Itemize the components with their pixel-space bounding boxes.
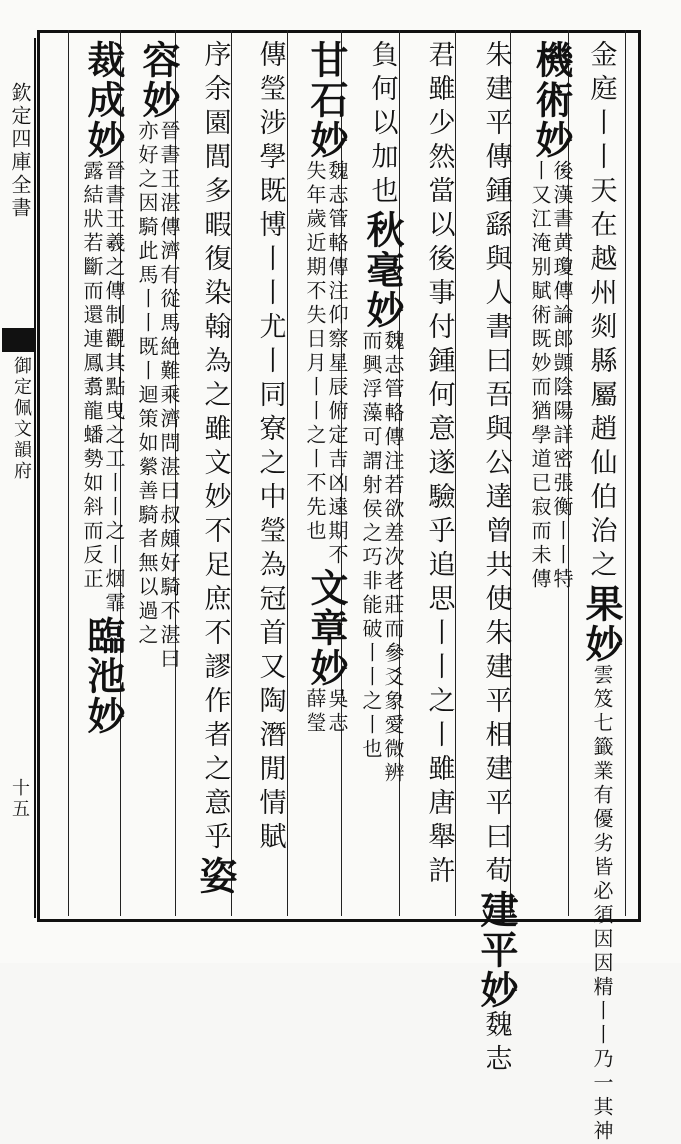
main-text: 傳瑩涉學既博丨丨尤丨同寮之中瑩為冠首又陶潛閒情賦 (254, 40, 286, 856)
annotation-text: 雲笈七籤業有優劣皆必須因因精丨丨乃一其神 (590, 664, 614, 1144)
main-text: 負何以加也 (366, 40, 398, 210)
annotation-pair (82, 160, 124, 616)
main-text: 魏志 (480, 1010, 512, 1078)
annotation-pair (590, 664, 612, 1144)
annotation-text: 後漢書黄瓊傳論郎顗陰陽詳密張衡丨丨特 (550, 160, 574, 592)
annotation-pair (305, 160, 347, 568)
book-subtitle: 御定佩文韻府 (11, 356, 32, 482)
annotation-pair (305, 688, 347, 736)
annotation-text: 露結狀若斷而還連鳳翥龍蟠勢如斜而反正 (80, 160, 104, 592)
text-column (525, 40, 577, 912)
column-rule (68, 30, 69, 916)
annotation-text: 吳志 (325, 688, 349, 736)
text-column (132, 40, 184, 912)
entry-heading: 建平妙 (474, 890, 519, 1010)
entry-heading: 裁成妙 (81, 40, 126, 160)
entry-heading: 甘石妙 (304, 40, 349, 160)
text-column (413, 40, 465, 912)
annotation-text: 晉書王羲之傳制觀其點曳之工丨丨之丨烟霏 (102, 160, 126, 616)
entry-heading: 機術妙 (529, 40, 574, 160)
entry-heading: 果妙 (579, 584, 624, 664)
entry-heading: 容妙 (136, 40, 181, 120)
annotation-text: 亦好之因騎此馬丨丨既丨迴策如縈善騎者無以過之 (135, 120, 159, 648)
margin-column (2, 38, 36, 918)
entry-heading: 文章妙 (304, 568, 349, 688)
entry-heading: 秋毫妙 (360, 210, 405, 330)
annotation-text: 魏志管輅傳注仰察星辰俯定吉凶遠期不 (325, 160, 349, 568)
main-text: 朱建平傳鍾繇與人書曰吾與公達曾共使朱建平相建平曰荀 (480, 40, 512, 890)
text-column (300, 40, 352, 912)
fishtail-mark (2, 328, 36, 352)
text-column (189, 40, 241, 912)
entry-heading: 臨池妙 (81, 616, 126, 736)
book-title: 欽定四庫全書 (8, 82, 32, 220)
annotation-text: 薛瑩 (303, 688, 327, 736)
entry-heading: 姿 (193, 856, 238, 896)
annotation-text: 丨又江淹别賦術既妙而猶學道已寂而未傳 (528, 160, 552, 592)
text-column (575, 40, 627, 1144)
annotation-text: 失年歲近期不失日月丨丨之丨不先也 (303, 160, 327, 544)
annotation-pair (530, 160, 572, 592)
text-column (77, 40, 129, 912)
annotation-pair (361, 330, 403, 786)
main-text: 剡縣屬趙仙伯治之 (585, 312, 617, 584)
main-text: 序余園閭多暇復染翰為之雖文妙不足庶不謬作者之意乎 (199, 40, 231, 856)
text-column (356, 40, 408, 912)
annotation-text: 魏志管輅傳注若欲差次老莊而參爻象愛微辨 (381, 330, 405, 786)
text-column (470, 40, 522, 1078)
text-column (244, 40, 296, 912)
page-number: 十五 (9, 778, 30, 820)
main-text: 君雖少然當以後事付鍾何意遂驗乎追思丨丨之丨雖唐舉許 (423, 40, 455, 890)
annotation-pair (137, 120, 179, 672)
annotation-text: 晉書王湛傳濟有從馬絶難乘濟問湛曰叔頗好騎不湛曰 (157, 120, 181, 672)
annotation-text: 而興浮藻可謂射侯之巧非能破丨丨之丨也 (359, 330, 383, 762)
main-text: 金庭丨丨天在越州 (585, 40, 617, 312)
